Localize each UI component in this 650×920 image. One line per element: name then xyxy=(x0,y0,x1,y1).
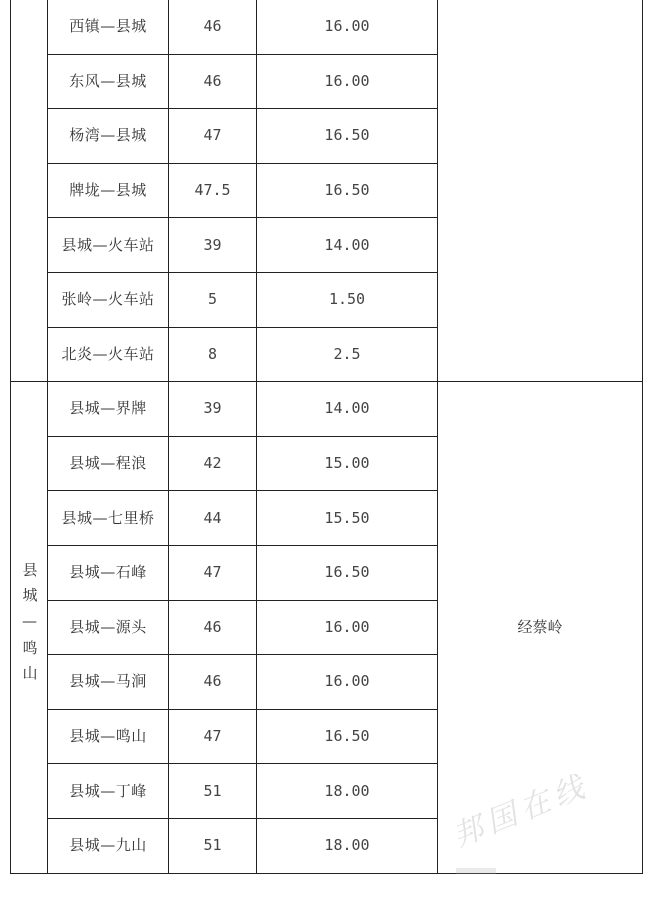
distance-cell: 51 xyxy=(169,764,257,819)
distance-cell: 42 xyxy=(169,436,257,491)
fare-cell: 16.00 xyxy=(257,600,438,655)
route-cell: 县城—九山 xyxy=(48,818,169,873)
distance-cell: 39 xyxy=(169,382,257,437)
distance-cell: 47 xyxy=(169,545,257,600)
distance-cell: 46 xyxy=(169,0,257,54)
fare-cell: 15.00 xyxy=(257,436,438,491)
fare-cell: 1.50 xyxy=(257,272,438,327)
fare-table-body xyxy=(11,0,643,873)
route-cell: 县城—源头 xyxy=(48,600,169,655)
route-cell: 北炎—火车站 xyxy=(48,327,169,382)
distance-cell: 8 xyxy=(169,327,257,382)
distance-cell: 39 xyxy=(169,218,257,273)
fare-cell: 18.00 xyxy=(257,764,438,819)
group-label-cell xyxy=(11,382,48,873)
group-label: 县城—鸣山 xyxy=(20,561,39,690)
fare-cell: 16.50 xyxy=(257,545,438,600)
table-row xyxy=(11,382,643,437)
distance-cell: 46 xyxy=(169,600,257,655)
distance-cell: 51 xyxy=(169,818,257,873)
group-cell-empty xyxy=(11,0,48,382)
fare-cell: 2.5 xyxy=(257,327,438,382)
fare-table xyxy=(10,0,643,874)
route-cell: 东风—县城 xyxy=(48,54,169,109)
fare-cell: 16.00 xyxy=(257,54,438,109)
via-cell: 经蔡岭 xyxy=(438,382,643,873)
route-cell: 张岭—火车站 xyxy=(48,272,169,327)
route-cell: 县城—丁峰 xyxy=(48,764,169,819)
route-cell: 县城—界牌 xyxy=(48,382,169,437)
distance-cell: 47 xyxy=(169,709,257,764)
fare-cell: 16.50 xyxy=(257,109,438,164)
watermark-underline xyxy=(456,868,496,874)
distance-cell: 47 xyxy=(169,109,257,164)
distance-cell: 47.5 xyxy=(169,163,257,218)
route-cell: 县城—火车站 xyxy=(48,218,169,273)
distance-cell: 44 xyxy=(169,491,257,546)
distance-cell: 46 xyxy=(169,54,257,109)
fare-cell: 15.50 xyxy=(257,491,438,546)
fare-cell: 16.00 xyxy=(257,655,438,710)
route-cell: 县城—石峰 xyxy=(48,545,169,600)
fare-cell: 18.00 xyxy=(257,818,438,873)
route-cell: 县城—马涧 xyxy=(48,655,169,710)
route-cell: 县城—程浪 xyxy=(48,436,169,491)
distance-cell: 5 xyxy=(169,272,257,327)
fare-cell: 16.50 xyxy=(257,163,438,218)
route-cell: 县城—七里桥 xyxy=(48,491,169,546)
fare-cell: 14.00 xyxy=(257,382,438,437)
route-cell: 牌垅—县城 xyxy=(48,163,169,218)
route-cell: 杨湾—县城 xyxy=(48,109,169,164)
fare-cell: 16.00 xyxy=(257,0,438,54)
fare-cell: 14.00 xyxy=(257,218,438,273)
table-row xyxy=(11,0,643,54)
fare-cell: 16.50 xyxy=(257,709,438,764)
distance-cell: 46 xyxy=(169,655,257,710)
watermark: 邦国在线 xyxy=(447,768,595,855)
route-cell: 西镇—县城 xyxy=(48,0,169,54)
via-cell-empty xyxy=(438,0,643,382)
route-cell: 县城—鸣山 xyxy=(48,709,169,764)
